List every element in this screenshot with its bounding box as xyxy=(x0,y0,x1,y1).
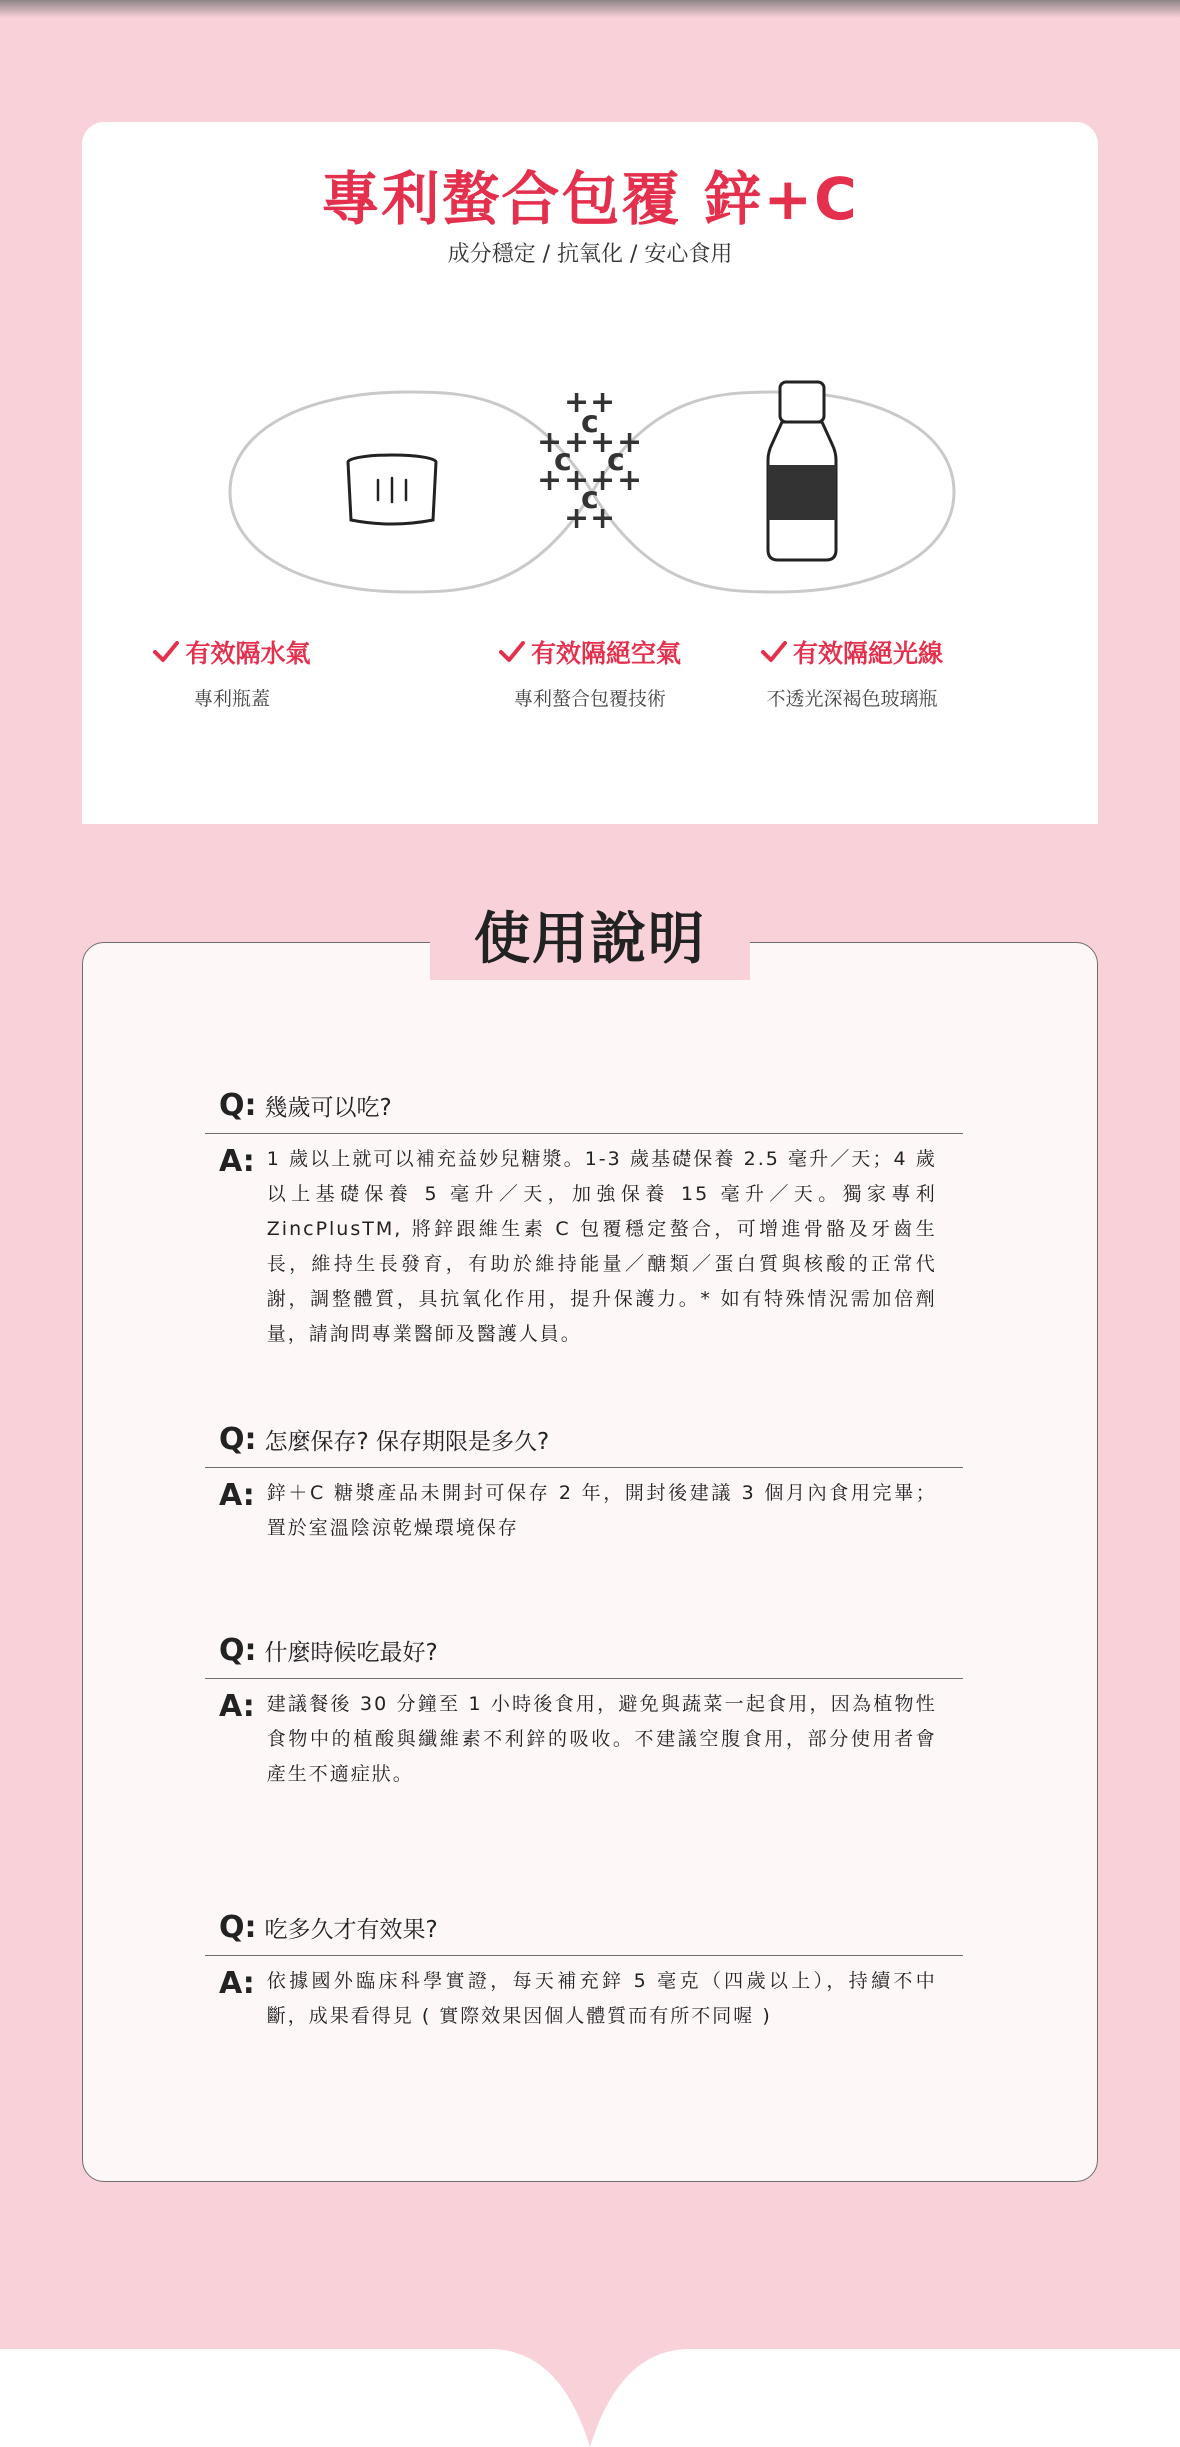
check-icon xyxy=(153,641,179,663)
question-text: 怎麼保存? 保存期限是多久? xyxy=(264,1429,550,1455)
a-mark: A: xyxy=(219,1966,255,2001)
feature-title: 專利螯合包覆 鋅+C xyxy=(321,165,859,233)
check-icon xyxy=(761,641,787,663)
qa-item xyxy=(205,1633,963,1792)
zinc-c-molecule-icon xyxy=(537,385,642,536)
qa-item xyxy=(205,1910,963,2034)
answer-text: 鋅＋C 糖漿產品未開封可保存 2 年，開封後建議 3 個月內食用完畢；置於室溫陰涼乾燥環境保存 xyxy=(266,1482,937,1539)
qa-item xyxy=(205,1088,963,1352)
feature-item-light xyxy=(702,634,1002,711)
infinity-illustration xyxy=(202,362,982,622)
molecule-plus: + xyxy=(564,501,590,536)
molecule-plus: + xyxy=(537,425,563,460)
answer xyxy=(205,1134,963,1352)
feature-item-title: 有效隔絕光線 xyxy=(792,639,943,668)
a-mark: A: xyxy=(219,1689,255,1724)
feature-item-desc: 專利瓶蓋 xyxy=(193,688,270,710)
molecule-plus: + xyxy=(590,463,616,498)
molecule-c: c xyxy=(581,405,599,440)
feature-card xyxy=(82,122,1098,824)
molecule-plus: + xyxy=(617,463,643,498)
q-mark: Q: xyxy=(219,1088,257,1123)
q-mark: Q: xyxy=(219,1633,257,1668)
molecule-plus: + xyxy=(537,463,563,498)
feature-item-desc: 不透光深褐色玻璃瓶 xyxy=(766,688,938,710)
bottle-cap-icon xyxy=(348,455,436,524)
a-mark: A: xyxy=(219,1478,255,1513)
question-text: 什麼時候吃最好? xyxy=(264,1640,438,1666)
molecule-plus: + xyxy=(564,425,590,460)
a-mark: A: xyxy=(219,1144,255,1179)
feature-item-title: 有效隔水氣 xyxy=(185,639,311,668)
top-shadow xyxy=(0,0,1180,18)
answer xyxy=(205,1956,963,2034)
feature-item-desc: 專利螯合包覆技術 xyxy=(513,688,666,710)
answer-text: 建議餐後 30 分鐘至 1 小時後食用，避免與蔬菜一起食用，因為植物性食物中的植酸與纖維素不利鋅的吸收。不建議空腹食用，部分使用者會產生不適症狀。 xyxy=(266,1693,937,1785)
bottle-icon xyxy=(768,382,836,560)
question xyxy=(205,1910,963,1956)
answer-text: 依據國外臨床科學實證，每天補充鋅 5 毫克（四歲以上），持續不中斷，成果看得見 ( 實際效果因個人體質而有所不同喔 ) xyxy=(266,1970,937,2027)
check-icon xyxy=(499,641,525,663)
feature-item-title: 有效隔絕空氣 xyxy=(530,639,681,668)
bottom-wave-decoration xyxy=(0,2345,1180,2447)
molecule-plus: + xyxy=(590,385,616,420)
qa-item xyxy=(205,1422,963,1546)
molecule-c: c xyxy=(554,443,572,478)
feature-item-air xyxy=(440,634,740,711)
question-text: 幾歲可以吃? xyxy=(264,1095,392,1121)
q-mark: Q: xyxy=(219,1910,257,1945)
answer xyxy=(205,1468,963,1546)
feature-subtitle: 成分穩定 / 抗氧化 / 安心食用 xyxy=(447,242,733,267)
molecule-c: c xyxy=(607,443,625,478)
question xyxy=(205,1088,963,1134)
usage-title: 使用說明 xyxy=(430,900,750,980)
question xyxy=(205,1633,963,1679)
question-text: 吃多久才有效果? xyxy=(264,1917,438,1943)
molecule-plus: + xyxy=(590,501,616,536)
feature-item-moisture xyxy=(82,634,382,711)
q-mark: Q: xyxy=(219,1422,257,1457)
molecule-plus: + xyxy=(564,385,590,420)
molecule-c: c xyxy=(581,481,599,516)
answer-text: 1 歲以上就可以補充益妙兒糖漿。1-3 歲基礎保養 2.5 毫升／天；4 歲以上基礎保養 5 毫升／天，加強保養 15 毫升／天。獨家專利 ZincPlusTM, 將鋅跟維生素 C 包覆穩定螯合，可增進骨骼及牙齒生長，維持生長發育，有助於維持能量／醣類／蛋白質與核酸的正常代謝，調整體質，具抗氧化作用，提升保護力。* 如有特殊情況需加倍劑量，請詢問專業醫師及醫護人員。 xyxy=(266,1148,937,1345)
molecule-plus: + xyxy=(564,463,590,498)
molecule-plus: + xyxy=(617,425,643,460)
answer xyxy=(205,1679,963,1792)
question xyxy=(205,1422,963,1468)
molecule-plus: + xyxy=(590,425,616,460)
